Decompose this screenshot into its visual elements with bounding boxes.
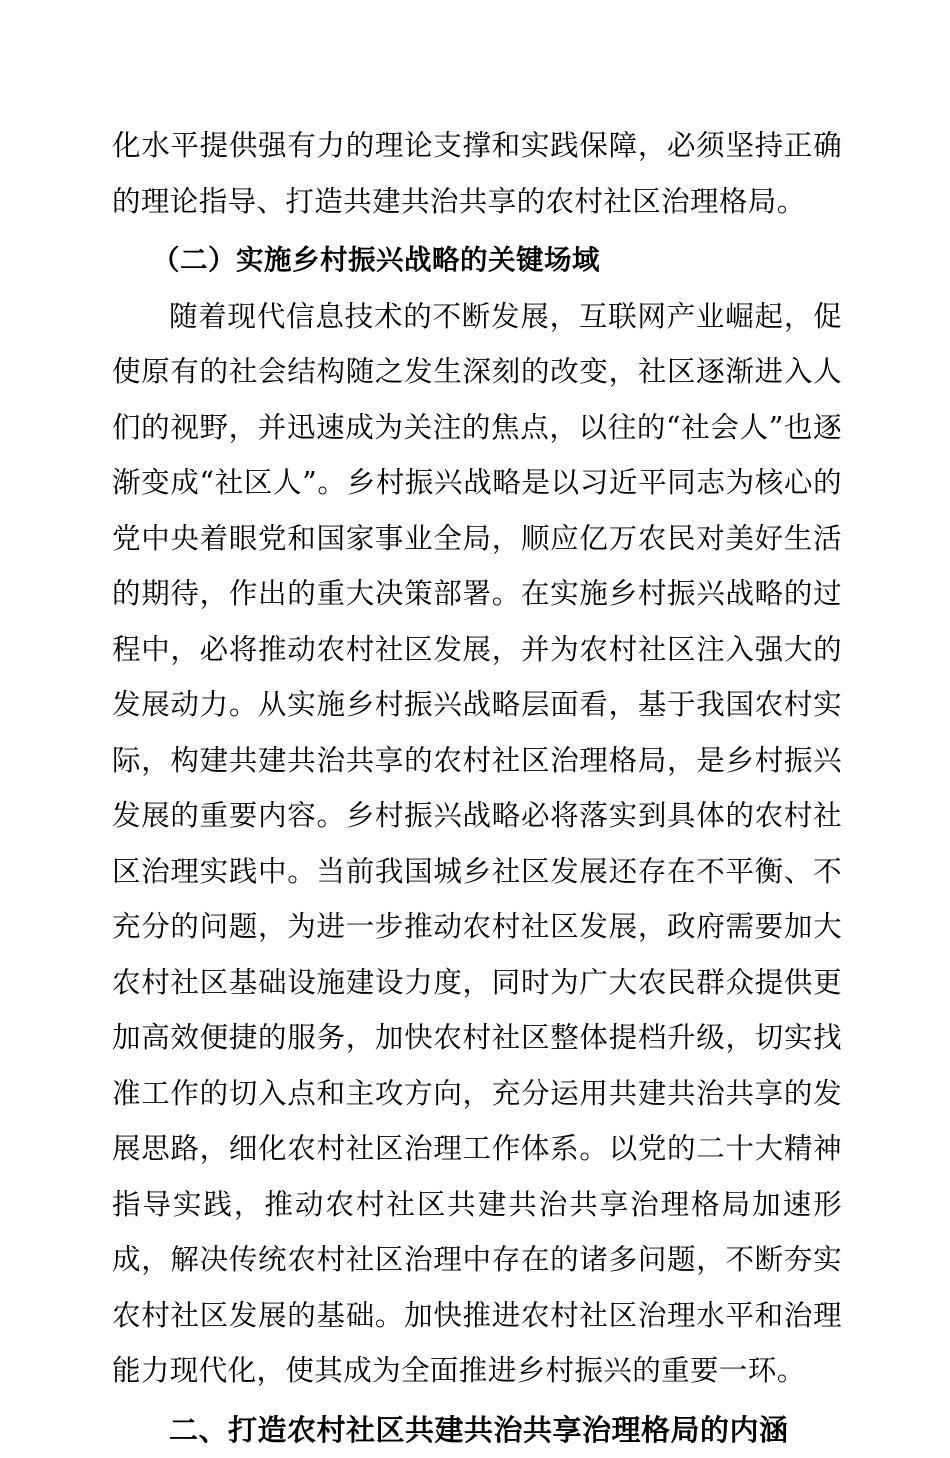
document-body — [112, 118, 842, 1458]
section-heading-two: （二）实施乡村振兴战略的关键场域 — [112, 233, 842, 289]
paragraph-continued: 化水平提供强有力的理论支撑和实践保障，必须坚持正确的理论指导、打造共建共治共享的农村社区治理格局。 — [112, 118, 842, 229]
section-heading-chapter-two: 二、打造农村社区共建共治共享治理格局的内涵 — [112, 1403, 842, 1458]
paragraph-body: 随着现代信息技术的不断发展，互联网产业崛起，促使原有的社会结构随之发生深刻的改变，社区逐渐进入人们的视野，并迅速成为关注的焦点，以往的“社会人”也逐渐变成“社区人”。乡村振兴战略是以习近平同志为核心的党中央着眼党和国家事业全局，顺应亿万农民对美好生活的期待，作出的重大决策部署。在实施乡村振兴战略的过程中，必将推动农村社区发展，并为农村社区注入强大的发展动力。从实施乡村振兴战略层面看，基于我国农村实际，构建共建共治共享的农村社区治理格局，是乡村振兴发展的重要内容。乡村振兴战略必将落实到具体的农村社区治理实践中。当前我国城乡社区发展还存在不平衡、不充分的问题，为进一步推动农村社区发展，政府需要加大农村社区基础设施建设力度，同时为广大农民群众提供更加高效便捷的服务，加快农村社区整体提档升级，切实找准工作的切入点和主攻方向，充分运用共建共治共享的发展思路，细化农村社区治理工作体系。以党的二十大精神指导实践，推动农村社区共建共治共享治理格局加速形成，解决传统农村社区治理中存在的诸多问题，不断夯实农村社区发展的基础。加快推进农村社区治理水平和治理能力现代化，使其成为全面推进乡村振兴的重要一环。 — [112, 289, 842, 1399]
